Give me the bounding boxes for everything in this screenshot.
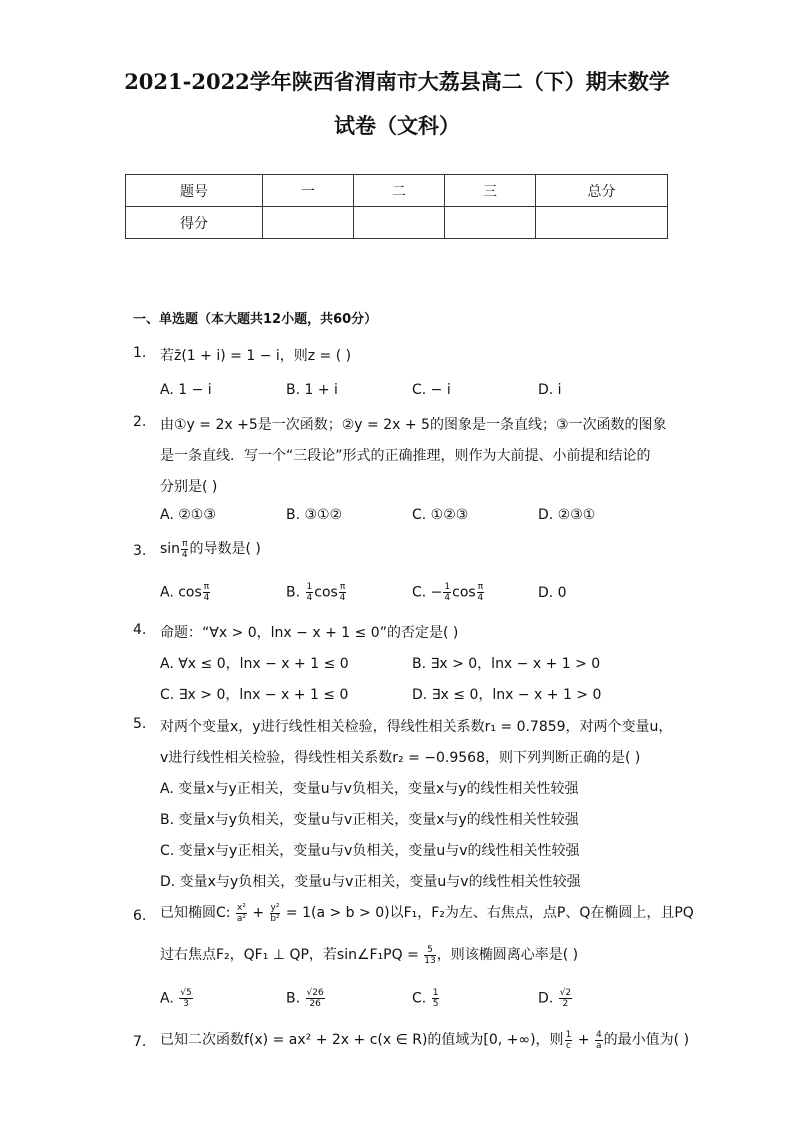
text-fragment: 已知二次函数f(x) = ax² + 2x + c(x ∈ R)的值域为[0, +∞)，则 xyxy=(160,1032,564,1048)
table-cell xyxy=(263,207,354,239)
option-d: D. i xyxy=(538,382,562,398)
option-c: C. 变量x与y正相关，变量u与v负相关，变量u与v的线性相关性较强 xyxy=(160,843,580,859)
option-a: A. 1 − i xyxy=(160,382,212,398)
fraction-numerator: π xyxy=(203,582,210,592)
question-text xyxy=(160,1029,689,1051)
question-text: 由①y = 2x +5是一次函数；②y = 2x + 5的图象是一条直线；③一次函数的图象 xyxy=(160,417,667,433)
option-d: D. ②③① xyxy=(538,507,596,523)
paper-title-line2: 试卷（文科） xyxy=(334,113,460,138)
table-cell: 三 xyxy=(445,175,536,207)
text-fragment: 已知椭圆C: xyxy=(160,905,235,921)
question-number: 4. xyxy=(133,622,147,638)
question-text: 命题：“∀x > 0，lnx − x + 1 ≤ 0”的否定是( ) xyxy=(160,625,459,641)
fraction-numerator: π xyxy=(477,582,484,592)
option-b-label: B. xyxy=(286,584,305,601)
option-a: A. 变量x与y正相关，变量u与v负相关，变量x与y的线性相关性较强 xyxy=(160,781,579,797)
option-c: C. ∃x > 0，lnx − x + 1 ≤ 0 xyxy=(160,687,349,703)
option-a: A. ∀x ≤ 0，lnx − x + 1 ≤ 0 xyxy=(160,656,349,672)
text-fragment: = 1(a > b > 0)以F₁，F₂为左、右焦点，点P、Q在椭圆上，且PQ xyxy=(281,905,694,921)
fraction-numerator: π xyxy=(182,538,188,549)
option-d: D. ∃x ≤ 0，lnx − x + 1 > 0 xyxy=(412,687,602,703)
fraction xyxy=(179,988,192,1009)
option-b: B. 变量x与y负相关，变量u与v正相关，变量x与y的线性相关性较强 xyxy=(160,812,579,828)
score-table-score-row xyxy=(126,207,668,239)
score-table xyxy=(125,174,668,239)
fraction-numerator: π xyxy=(339,582,346,592)
fraction xyxy=(595,1030,603,1051)
question-number: 6. xyxy=(133,908,147,924)
section-heading: 一、单选题（本大题共12小题，共60分） xyxy=(133,312,378,327)
question-number: 3. xyxy=(133,543,147,559)
option-d xyxy=(538,988,573,1009)
fraction-denominator: 2 xyxy=(562,999,569,1009)
table-cell xyxy=(445,207,536,239)
fraction-denominator: c xyxy=(565,1040,571,1051)
option-b-label: B. xyxy=(286,990,301,1007)
fraction-denominator: b² xyxy=(270,913,280,924)
paper-title-line1: 2021-2022学年陕西省渭南市大荔县高二（下）期末数学 xyxy=(124,69,670,94)
fraction-numerator: 5 xyxy=(424,945,435,956)
fraction xyxy=(477,582,484,603)
fraction xyxy=(565,1030,573,1051)
question-text: 是一条直线．写一个“三段论”形式的正确推理，则作为大前提、小前提和结论的 xyxy=(160,448,651,464)
fraction xyxy=(203,582,210,603)
option-c xyxy=(412,988,440,1009)
text-fragment: cos xyxy=(314,584,338,601)
option-c: C. ①②③ xyxy=(412,507,469,523)
fraction xyxy=(306,988,325,1009)
option-d: D. 0 xyxy=(538,585,567,601)
fraction xyxy=(339,582,346,603)
fraction-numerator: √2 xyxy=(559,988,572,998)
fraction-denominator: 3 xyxy=(183,999,189,1009)
question-text: 对两个变量x，y进行线性相关检验，得线性相关系数r₁ = 0.7859，对两个变量u， xyxy=(160,719,673,735)
fraction-numerator: y² xyxy=(270,902,280,913)
question-number: 2. xyxy=(133,414,147,430)
fraction-numerator: 1 xyxy=(444,582,451,592)
table-cell: 得分 xyxy=(126,207,263,239)
fraction-denominator: 26 xyxy=(309,999,321,1009)
option-d-label: D. xyxy=(538,990,554,1007)
table-cell xyxy=(354,207,445,239)
text-fragment: 过右焦点F₂，QF₁ ⊥ QP，若sin∠F₁PQ = xyxy=(160,947,424,963)
text-fragment: 的导数是( ) xyxy=(189,541,261,557)
fraction-numerator: 1 xyxy=(306,582,313,592)
fraction-denominator: 5 xyxy=(432,999,439,1009)
option-b: B. ③①② xyxy=(286,507,343,523)
fraction xyxy=(424,945,435,966)
question-text: 分别是( ) xyxy=(160,479,218,495)
question-text: 已知椭圆C: $\frac{\text{x²}}{\text{a²}}$ + $\frac{\text{y²}}{\text{b²}}$ = 1(a > b > 0)以F₁，F₂为左、右焦点，点P、Q在椭圆上，且PQ xyxy=(160,902,694,924)
option-b: B. ∃x > 0，lnx − x + 1 > 0 xyxy=(412,656,601,672)
text-fragment: ，则该椭圆离心率是( ) xyxy=(436,947,579,963)
option-c xyxy=(412,582,485,603)
text-fragment: sin xyxy=(160,541,181,557)
fraction-denominator: a xyxy=(596,1040,602,1051)
question-number: 5. xyxy=(133,716,147,732)
fraction xyxy=(236,903,247,924)
option-a: A. ②①③ xyxy=(160,507,216,523)
fraction-denominator: a² xyxy=(236,913,246,924)
table-cell: 一 xyxy=(263,175,354,207)
question-number: 7. xyxy=(133,1034,147,1050)
question-text xyxy=(160,944,578,966)
fraction xyxy=(181,539,188,560)
fraction xyxy=(270,903,281,924)
table-cell: 题号 xyxy=(126,175,263,207)
fraction-denominator: 4 xyxy=(306,593,313,603)
table-cell xyxy=(536,207,668,239)
fraction-numerator: x² xyxy=(236,902,246,913)
fraction-numerator: 1 xyxy=(565,1029,572,1040)
option-d: D. 变量x与y负相关，变量u与v正相关，变量u与v的线性相关性较强 xyxy=(160,874,581,890)
fraction-numerator: √26 xyxy=(306,988,324,998)
fraction xyxy=(432,988,440,1009)
question-text: v进行线性相关检验，得线性相关系数r₂ = −0.9568，则下列判断正确的是( ) xyxy=(160,750,641,766)
option-a xyxy=(160,988,194,1009)
text-fragment: + xyxy=(573,1032,594,1048)
option-a-label: A. cos xyxy=(160,584,202,601)
text-fragment: 的最小值为( ) xyxy=(603,1032,690,1048)
question-text: 若z̄(1 + i) = 1 − i，则z = ( ) xyxy=(160,348,352,364)
text-fragment: cos xyxy=(452,584,476,601)
option-b xyxy=(286,988,326,1009)
fraction-numerator: 1 xyxy=(432,988,439,998)
option-b: B. 1 + i xyxy=(286,382,338,398)
option-a-label: A. xyxy=(160,990,174,1007)
score-table-header-row xyxy=(126,175,668,207)
option-c: C. − i xyxy=(412,382,451,398)
table-cell: 总分 xyxy=(536,175,668,207)
option-c-label: C. − xyxy=(412,584,443,601)
option-c-label: C. xyxy=(412,990,427,1007)
fraction-denominator: 4 xyxy=(339,593,346,603)
question-number: 1. xyxy=(133,345,147,361)
option-a xyxy=(160,582,211,603)
table-cell: 二 xyxy=(354,175,445,207)
fraction xyxy=(306,582,314,603)
fraction-denominator: 4 xyxy=(477,593,484,603)
fraction-numerator: 4 xyxy=(595,1029,602,1040)
fraction xyxy=(559,988,572,1009)
option-b xyxy=(286,582,347,603)
fraction xyxy=(443,582,451,603)
fraction-numerator: √5 xyxy=(180,988,192,998)
fraction-denominator: 13 xyxy=(424,955,436,966)
fraction-denominator: 4 xyxy=(181,549,188,560)
fraction-denominator: 4 xyxy=(203,593,210,603)
question-text xyxy=(160,538,261,560)
fraction-denominator: 4 xyxy=(444,593,451,603)
